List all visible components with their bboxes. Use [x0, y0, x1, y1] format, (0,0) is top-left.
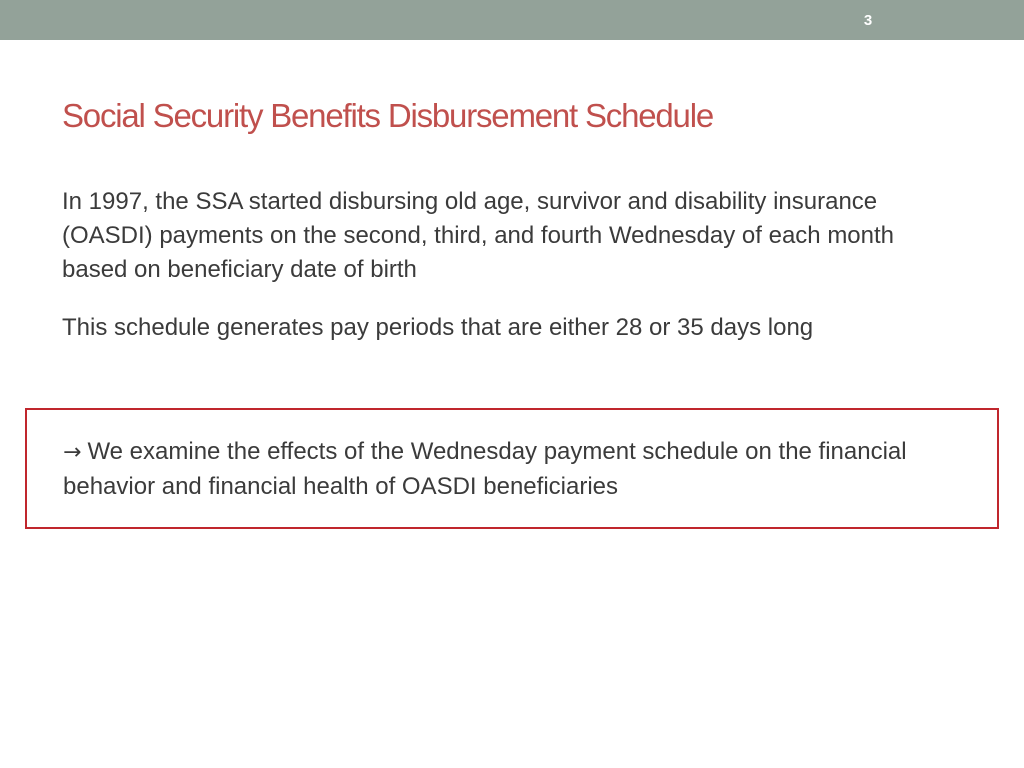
slide-title: Social Security Benefits Disbursement Schedule	[62, 97, 713, 134]
body-paragraph-2: This schedule generates pay periods that are either 28 or 35 days long	[62, 314, 814, 341]
callout-box	[25, 408, 999, 529]
callout-paragraph	[63, 435, 983, 504]
body-paragraph-1: In 1997, the SSA started disbursing old age, survivor and disability insurance (OASDI) payments on the second, third, and fourth Wednesday of each month based on beneficiary date of birth	[62, 188, 895, 283]
arrow-right-icon: →	[63, 440, 82, 465]
top-bar	[0, 0, 1024, 40]
callout-text: We examine the effects of the Wednesday payment schedule on the financial behavior and financial health of OASDI beneficiaries	[63, 438, 907, 500]
slide-number: 3	[863, 12, 873, 29]
